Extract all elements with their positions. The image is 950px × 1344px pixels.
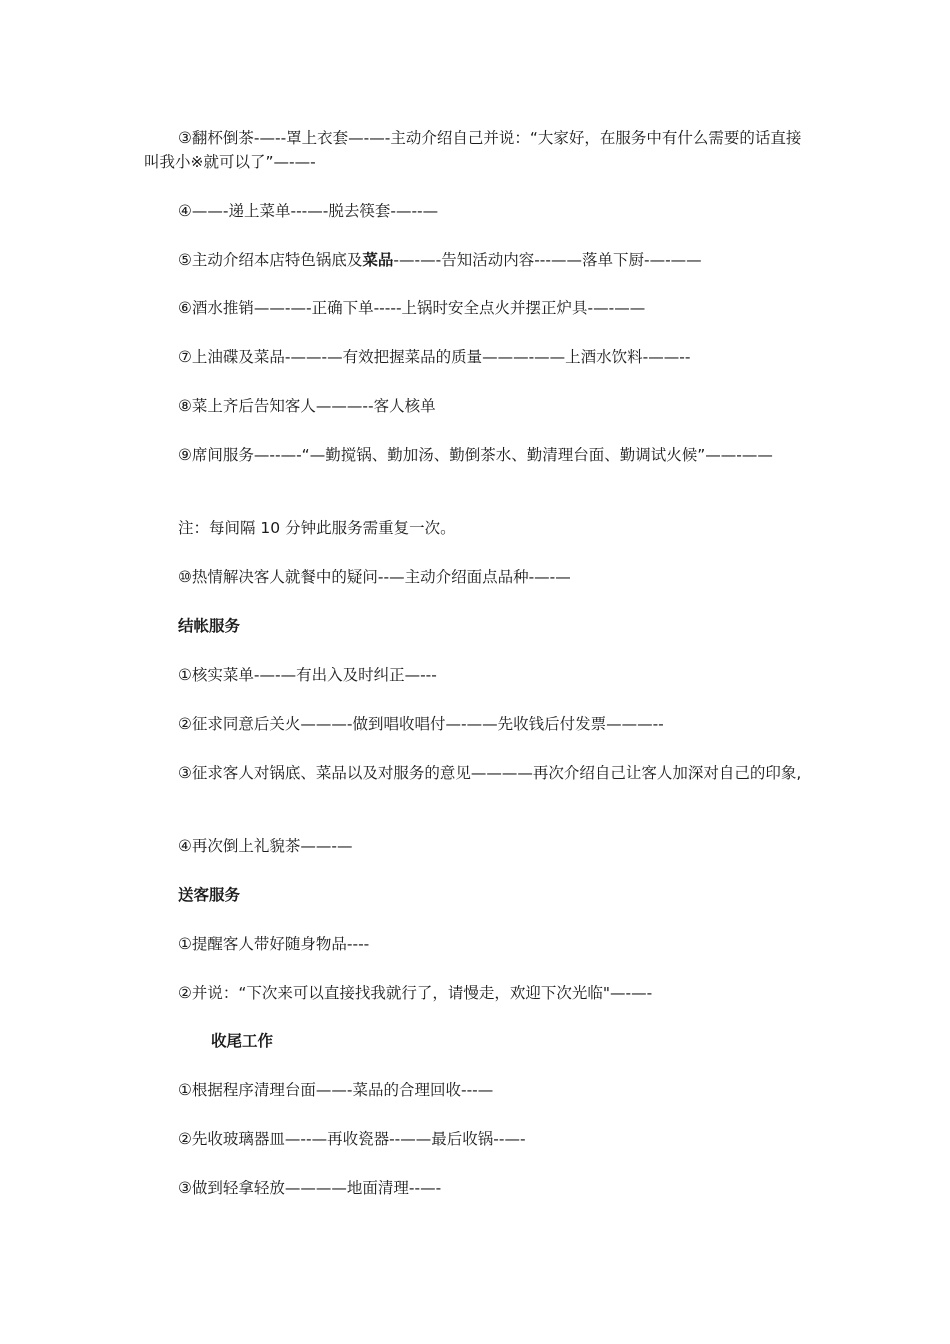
checkout-heading: 结帐服务 <box>178 617 241 635</box>
step-6: ⑥酒水推销——-—-正确下单-----上锅时安全点火并摆正炉具-—-—— <box>178 299 646 317</box>
closing-item-3: ③做到轻拿轻放————地面清理--—- <box>178 1179 442 1197</box>
closing-item-2: ②先收玻璃器皿—--—再收瓷器--——最后收锅--—- <box>178 1130 526 1148</box>
step-8: ⑧菜上齐后告知客人———--客人核单 <box>178 397 436 415</box>
step-3: ③翻杯倒茶-—--罩上衣套—-—-主动介绍自己并说：“大家好，在服务中有什么需要的话直接叫我小※就可以了”—-—- <box>144 129 802 171</box>
step-10: ⑩热情解决客人就餐中的疑问--—主动介绍面点品种-—-— <box>178 568 571 586</box>
step-5-bold: 菜品 <box>362 251 394 269</box>
checkout-item-3: ③征求客人对锅底、菜品以及对服务的意见————再次介绍自己让客人加深对自己的印象, <box>178 764 802 782</box>
step-5-rest: -—-—-告知活动内容---——落单下厨-—-—— <box>393 251 702 269</box>
step-4: ④——-递上菜单---—-脱去筷套-—--— <box>178 202 439 220</box>
farewell-item-2: ②并说：“下次来可以直接找我就行了，请慢走，欢迎下次光临"—-—- <box>178 984 653 1002</box>
step-5 <box>144 248 808 272</box>
checkout-item-2: ②征求同意后关火———-做到唱收唱付—-——先收钱后付发票———-- <box>178 715 664 733</box>
closing-item-1: ①根据程序清理台面——-菜品的合理回收---— <box>178 1081 494 1099</box>
step-5-text: ⑤主动介绍本店特色锅底及 <box>178 251 363 269</box>
checkout-item-1: ①核实菜单-—-—有出入及时纠正—--- <box>178 666 437 684</box>
farewell-item-1: ①提醒客人带好随身物品---- <box>178 935 370 953</box>
service-note: 注：每间隔 10 分钟此服务需重复一次。 <box>178 519 456 537</box>
closing-heading: 收尾工作 <box>211 1032 274 1050</box>
step-7: ⑦上油碟及菜品-——-—有效把握菜品的质量———-——上酒水饮料-——-- <box>178 348 691 366</box>
step-9: ⑨席间服务—--—-“—勤搅锅、勤加汤、勤倒茶水、勤清理台面、勤调试火候”——-—— <box>178 446 773 464</box>
checkout-item-4: ④再次倒上礼貌茶——-— <box>178 837 353 855</box>
farewell-heading: 送客服务 <box>178 886 241 904</box>
